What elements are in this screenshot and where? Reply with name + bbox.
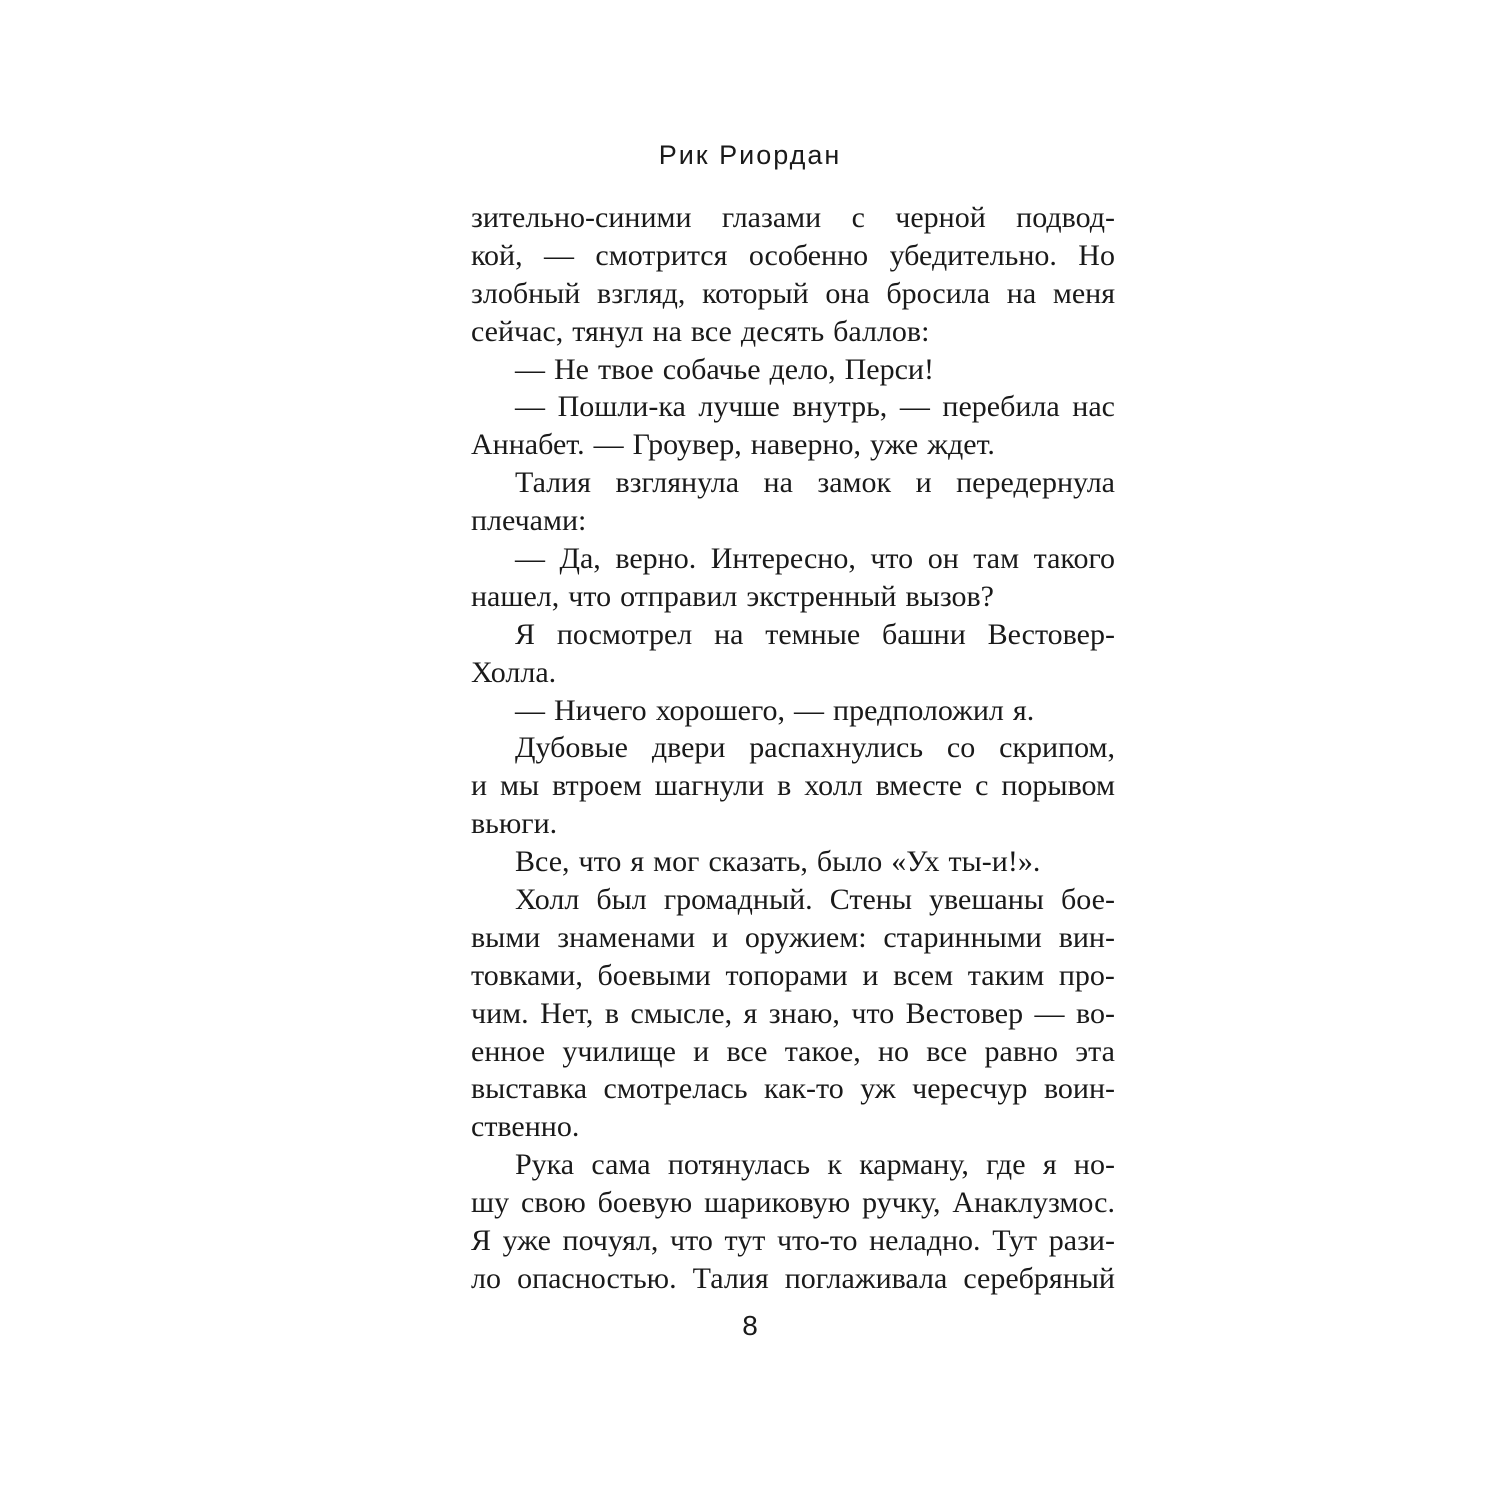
text-line: Холл был громадный. Стены увешаны бое- (515, 883, 1115, 917)
text-line: сейчас, тянул на все десять баллов: (471, 314, 930, 348)
text-line: енное училище и все такое, но все равно эта (471, 1034, 1115, 1068)
text-line: ло опасностью. Талия поглаживала серебряный (471, 1261, 1115, 1295)
text-line: чим. Нет, в смысле, я знаю, что Вестовер — во- (471, 996, 1115, 1030)
text-line: вьюги. (471, 807, 558, 841)
page-number: 8 (742, 1310, 758, 1341)
text-line: Все, что я мог сказать, было «Ух ты-и!». (515, 845, 1041, 879)
text-line: кой, — смотрится особенно убедительно. Но (471, 238, 1115, 272)
text-line: Рука сама потянулась к карману, где я но- (515, 1148, 1115, 1182)
text-line: Талия взглянула на замок и передернула (515, 466, 1115, 500)
text-line: Я посмотрел на темные башни Вестовер- (515, 617, 1115, 651)
text-line: выми знаменами и оружием: старинными вин- (471, 920, 1115, 954)
text-line: — Пошли-ка лучше внутрь, — перебила нас (515, 390, 1115, 424)
running-header-author: Рик Риордан (658, 140, 842, 170)
text-line: — Да, верно. Интересно, что он там такого (515, 542, 1115, 576)
text-line: зительно-синими глазами с черной подвод- (471, 201, 1115, 234)
text-line: шу свою боевую шариковую ручку, Анаклузмос. (471, 1186, 1115, 1220)
text-line: — Не твое собачье дело, Перси! (515, 352, 934, 386)
text-line: нашел, что отправил экстренный вызов? (471, 579, 994, 613)
text-line: товками, боевыми топорами и всем таким про- (471, 958, 1115, 992)
text-line: злобный взгляд, который она бросила на меня (471, 276, 1115, 310)
text-line: Дубовые двери распахнулись со скрипом, (515, 731, 1115, 765)
text-line: плечами: (471, 504, 587, 538)
text-line: — Ничего хорошего, — предположил я. (515, 693, 1035, 727)
text-line: выставка смотрелась как-то уж чересчур воин- (471, 1072, 1115, 1106)
body-text (471, 199, 1115, 1298)
text-line: Аннабет. — Гроувер, наверно, уже ждет. (471, 428, 995, 462)
text-line: Холла. (471, 655, 557, 689)
text-line: ственно. (471, 1110, 580, 1144)
text-line: Я уже почуял, что тут что-то неладно. Тут рази- (471, 1224, 1115, 1258)
text-line: и мы втроем шагнули в холл вместе с порывом (471, 769, 1115, 803)
